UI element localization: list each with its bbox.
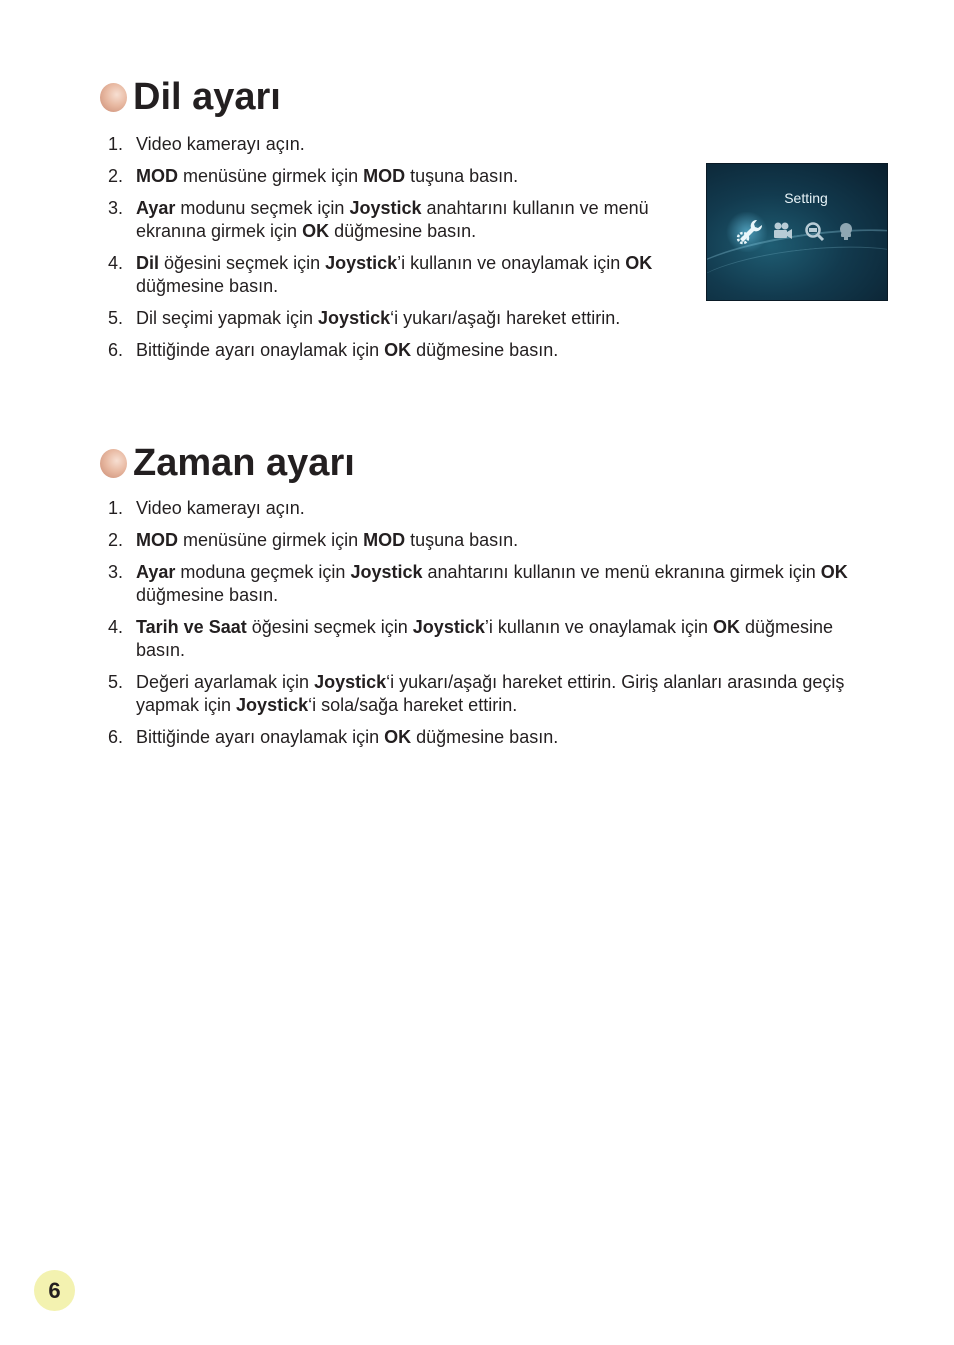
step-item (108, 529, 868, 552)
step-text-run: ‘i yukarı/aşağı hareket ettirin. Giriş alanları arasında geçiş yapmak için (136, 672, 845, 715)
step-text-bold: Joystick (325, 253, 398, 273)
step-text-bold: MOD (136, 530, 178, 550)
step-text (136, 497, 868, 520)
step-text-run: ’i kullanın ve onaylamak için (397, 253, 626, 273)
screen-title: Setting (784, 190, 828, 206)
step-text (136, 726, 868, 749)
camera-setting-screen (706, 163, 888, 301)
step-text (136, 529, 868, 552)
step-text-bold: OK (625, 253, 653, 273)
step-number: 4. (108, 253, 124, 273)
step-text-bold: OK (712, 617, 740, 637)
step-text-run: düğmesine basın. (136, 585, 279, 605)
step-text (136, 616, 868, 662)
step-item (108, 726, 868, 749)
step-text-run: Değeri ayarlamak için (136, 672, 315, 692)
step-text-bold: Joystick (236, 695, 309, 715)
step-text-run: düğmesine basın. (136, 276, 279, 296)
step-item (108, 671, 868, 717)
step-number: 5. (108, 308, 124, 328)
step-text-bold: Joystick (318, 308, 391, 328)
step-text-bold: MOD (363, 166, 406, 186)
step-text-bold: OK (302, 221, 330, 241)
heading-bullet-icon (100, 83, 127, 112)
step-number: 6. (108, 340, 124, 360)
step-text (136, 165, 698, 188)
settings-wrench-gear-icon (735, 216, 765, 246)
step-text (136, 252, 698, 298)
page-number: 6 (34, 1270, 75, 1311)
step-item (108, 497, 868, 520)
step-text (136, 307, 698, 330)
step-text-run: düğmesine basın. (411, 340, 559, 360)
step-text-bold: Dil (136, 253, 160, 273)
step-text-run: düğmesine basın. (136, 617, 834, 660)
step-text-bold: MOD (136, 166, 178, 186)
step-text-run: ‘i yukarı/aşağı hareket ettirin. (390, 308, 621, 328)
step-number: 2. (108, 166, 124, 186)
step-text (136, 671, 868, 717)
step-text-bold: OK (384, 727, 412, 747)
step-text-run: anahtarını kullanın ve menü ekranına girmek için (422, 562, 821, 582)
step-text-bold: Tarih ve Saat (136, 617, 247, 637)
step-text-run: menüsüne girmek için (178, 166, 364, 186)
step-number: 5. (108, 672, 124, 692)
step-text-run: Bittiğinde ayarı onaylamak için (136, 727, 385, 747)
step-item (108, 561, 868, 607)
step-text-bold: Ayar (136, 198, 176, 218)
step-number: 2. (108, 530, 124, 550)
step-text-run: düğmesine basın. (411, 727, 559, 747)
steps-list-dil (108, 133, 698, 371)
step-item (108, 133, 698, 156)
steps-list-zaman (108, 497, 868, 758)
step-text-run: Video kamerayı açın. (136, 498, 305, 518)
step-text-run: menüsüne girmek için (178, 530, 364, 550)
playback-magnifier-icon (803, 220, 827, 242)
section-title: Dil ayarı (133, 76, 281, 118)
step-number: 6. (108, 727, 124, 747)
step-text-bold: OK (820, 562, 848, 582)
step-text-run: moduna geçmek için (175, 562, 351, 582)
step-number: 3. (108, 562, 124, 582)
step-text-run: tuşuna basın. (405, 166, 519, 186)
step-text (136, 197, 698, 243)
step-text-run: tuşuna basın. (405, 530, 519, 550)
step-number: 1. (108, 498, 124, 518)
step-item (108, 165, 698, 188)
heading-bullet-icon (100, 449, 127, 478)
step-text-bold: Joystick (349, 198, 422, 218)
video-camera-icon (771, 220, 795, 242)
step-text-bold: MOD (363, 530, 406, 550)
step-item (108, 339, 698, 362)
step-text-bold: OK (384, 340, 412, 360)
screen-mode-icons (735, 216, 857, 246)
step-number: 1. (108, 134, 124, 154)
step-text (136, 133, 698, 156)
step-item (108, 307, 698, 330)
section-heading-dil (100, 78, 281, 116)
step-text-bold: Joystick (314, 672, 387, 692)
section-title: Zaman ayarı (133, 442, 355, 484)
step-item (108, 252, 698, 298)
step-number: 3. (108, 198, 124, 218)
step-item (108, 616, 868, 662)
step-text-run: ‘i sola/sağa hareket ettirin. (308, 695, 518, 715)
step-text (136, 561, 868, 607)
step-item (108, 197, 698, 243)
step-text-run: öğesini seçmek için (159, 253, 326, 273)
step-text-bold: Joystick (412, 617, 485, 637)
step-text-run: anahtarını kullanın ve menü ekranına girmek için (136, 198, 649, 241)
step-text (136, 339, 698, 362)
step-text-bold: Joystick (350, 562, 423, 582)
step-text-run: düğmesine basın. (329, 221, 477, 241)
step-text-run: Video kamerayı açın. (136, 134, 305, 154)
step-text-run: öğesini seçmek için (246, 617, 413, 637)
step-text-run: Bittiğinde ayarı onaylamak için (136, 340, 385, 360)
step-text-bold: Ayar (136, 562, 176, 582)
microphone-icon (835, 220, 857, 242)
section-heading-zaman (100, 444, 355, 482)
step-text-run: Dil seçimi yapmak için (136, 308, 319, 328)
step-text-run: modunu seçmek için (175, 198, 350, 218)
step-text-run: ’i kullanın ve onaylamak için (484, 617, 713, 637)
step-number: 4. (108, 617, 124, 637)
